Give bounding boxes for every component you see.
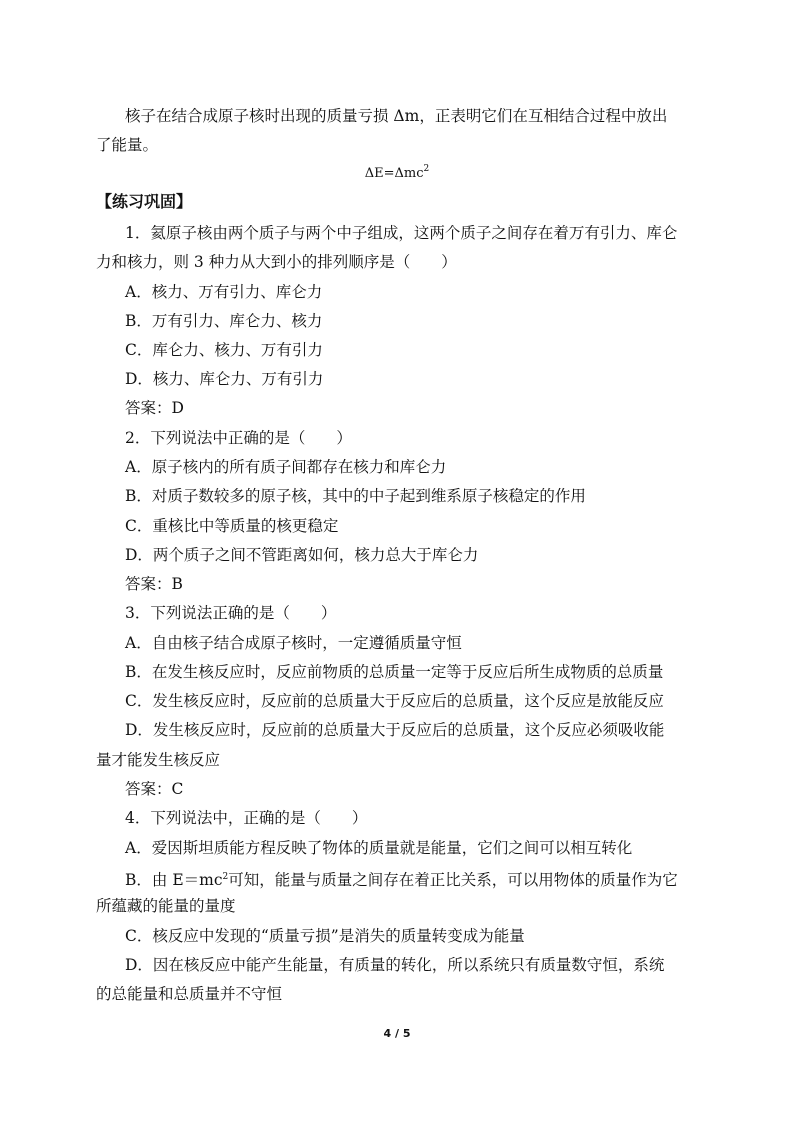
formula-exponent: 2 [423, 164, 430, 174]
q4-option-b-exponent: 2 [222, 872, 229, 882]
energy-formula [0, 164, 794, 181]
q3-option-d-line-1: D．发生核反应时，反应前的总质量大于反应后的总质量，这个反应必须吸收能 [125, 721, 665, 739]
q3-option-d-line-2: 量才能发生核反应 [96, 751, 221, 769]
formula-base: ΔE=Δmc [364, 166, 424, 181]
q3-stem: 3．下列说法正确的是（ ） [125, 604, 337, 622]
q4-option-d-line-2: 的总能量和总质量并不守恒 [96, 985, 283, 1003]
q2-option-a: A．原子核内的所有质子间都存在核力和库仑力 [125, 458, 447, 476]
q1-stem-line-2: 力和核力，则 3 种力从大到小的排列顺序是（ ） [96, 253, 457, 271]
q4-option-c: C．核反应中发现的“质量亏损”是消失的质量转变成为能量 [125, 927, 525, 945]
q1-stem-line-1: 1．氦原子核由两个质子与两个中子组成，这两个质子之间存在着万有引力、库仑 [125, 224, 678, 242]
q4-option-b-line-1 [125, 867, 678, 890]
q4-option-b-prefix: B．由 E＝mc [125, 871, 223, 889]
q4-option-b-suffix: 可知，能量与质量之间存在着正比关系，可以用物体的质量作为它 [228, 871, 678, 889]
q2-stem: 2．下列说法中正确的是（ ） [125, 429, 352, 447]
q1-answer: 答案：D [125, 399, 184, 417]
section-title: 【练习巩固】 [96, 192, 193, 211]
q3-option-c: C．发生核反应时，反应前的总质量大于反应后的总质量，这个反应是放能反应 [125, 692, 664, 710]
page-number: 4 / 5 [383, 1027, 411, 1040]
q2-answer: 答案：B [125, 575, 183, 593]
q2-option-d: D．两个质子之间不管距离如何，核力总大于库仑力 [125, 546, 479, 564]
q1-option-c: C．库仑力、核力、万有引力 [125, 341, 323, 359]
q3-option-a: A．自由核子结合成原子核时，一定遵循质量守恒 [125, 634, 462, 652]
q2-option-c: C．重核比中等质量的核更稳定 [125, 517, 339, 535]
q2-option-b: B．对质子数较多的原子核，其中的中子起到维系原子核稳定的作用 [125, 487, 586, 505]
q1-option-d: D．核力、库仑力、万有引力 [125, 370, 324, 388]
q4-option-d-line-1: D．因在核反应中能产生能量，有质量的转化，所以系统只有质量数守恒，系统 [125, 956, 665, 974]
intro-line-1: 核子在结合成原子核时出现的质量亏损 Δm，正表明它们在互相结合过程中放出 [125, 107, 668, 125]
q3-option-b: B．在发生核反应时，反应前物质的总质量一定等于反应后所生成物质的总质量 [125, 663, 664, 681]
q1-option-b: B．万有引力、库仑力、核力 [125, 312, 323, 330]
q4-option-b-line-2: 所蕴藏的能量的量度 [96, 897, 236, 915]
q3-answer: 答案：C [125, 780, 184, 798]
q1-option-a: A．核力、万有引力、库仑力 [125, 283, 323, 301]
intro-line-2: 了能量。 [96, 136, 159, 154]
q4-option-a: A．爱因斯坦质能方程反映了物体的质量就是能量，它们之间可以相互转化 [125, 839, 633, 857]
q4-stem: 4．下列说法中，正确的是（ ） [125, 809, 368, 827]
